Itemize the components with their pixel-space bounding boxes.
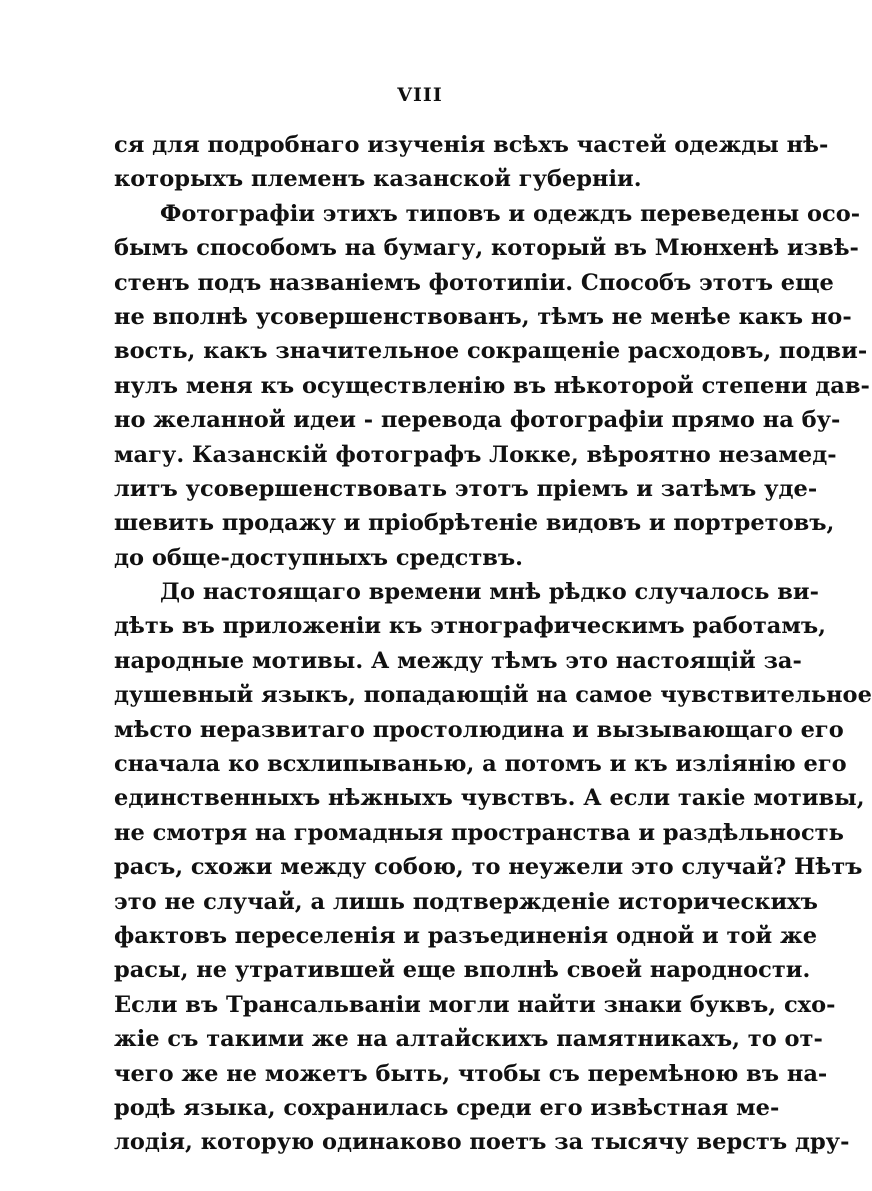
page-number: VIII <box>397 84 443 106</box>
text-line: расъ, схожи между собою, то неужели это случай? Нѣтъ <box>114 854 863 881</box>
text-line: но желанной идеи - перевода фотографіи прямо на бу- <box>114 407 841 434</box>
text-line: фактовъ переселенія и разъединенія одной и той же <box>114 922 818 949</box>
text-line: дѣть въ приложеніи къ этнографическимъ работамъ, <box>114 613 827 640</box>
text-line: магу. Казанскій фотографъ Локке, вѣроятно незамед- <box>114 441 837 468</box>
text-line: жіе съ такими же на алтайскихъ памятникахъ, то от- <box>114 1026 823 1053</box>
text-line: это не случай, а лишь подтвержденіе историческихъ <box>114 888 818 915</box>
text-line: лодія, которую одинаково поетъ за тысячу верстъ дру- <box>114 1129 850 1156</box>
text-line: которыхъ племенъ казанской губерніи. <box>114 166 642 193</box>
text-line: чего же не можетъ быть, чтобы съ перемѣною въ на- <box>114 1060 828 1087</box>
text-line: народные мотивы. А между тѣмъ это настоящій за- <box>114 647 802 674</box>
text-line: Фотографіи этихъ типовъ и одеждъ переведены осо- <box>160 200 861 227</box>
text-line: литъ усовершенствовать этотъ пріемъ и затѣмъ уде- <box>114 475 818 502</box>
text-line: до обще-доступныхъ средствъ. <box>114 544 524 571</box>
text-line: не смотря на громадныя пространства и раздѣльность <box>114 819 844 846</box>
text-line: До настоящаго времени мнѣ рѣдко случалось ви- <box>160 579 819 606</box>
text-line: не вполнѣ усовершенствованъ, тѣмъ не менѣе какъ но- <box>114 303 852 330</box>
text-line: единственныхъ нѣжныхъ чувствъ. А если такіе мотивы, <box>114 785 865 812</box>
text-line: родѣ языка, сохранилась среди его извѣстная ме- <box>114 1094 780 1121</box>
text-line: шевить продажу и пріобрѣтеніе видовъ и портретовъ, <box>114 510 835 537</box>
text-line: ся для подробнаго изученія всѣхъ частей одежды нѣ- <box>114 132 829 158</box>
text-line: вость, какъ значительное сокращеніе расходовъ, подви- <box>114 338 868 365</box>
text-line: расы, не утратившей еще вполнѣ своей народности. <box>114 957 811 984</box>
body-text <box>114 128 872 1160</box>
text-line: бымъ способомъ на бумагу, который въ Мюнхенѣ извѣ- <box>114 235 859 262</box>
text-line: стенъ подъ названіемъ фототипіи. Способъ этотъ еще <box>114 269 834 296</box>
text-line: нулъ меня къ осуществленію въ нѣкоторой степени дав- <box>114 372 870 399</box>
text-line: душевный языкъ, попадающій на самое чувствительное <box>114 682 872 709</box>
text-line: сначала ко всхлипыванью, а потомъ и къ излiянiю его <box>114 751 847 778</box>
text-line: мѣсто неразвитаго простолюдина и вызывающаго его <box>114 716 844 743</box>
text-line: Если въ Трансальваніи могли найти знаки буквъ, схо- <box>114 991 836 1018</box>
